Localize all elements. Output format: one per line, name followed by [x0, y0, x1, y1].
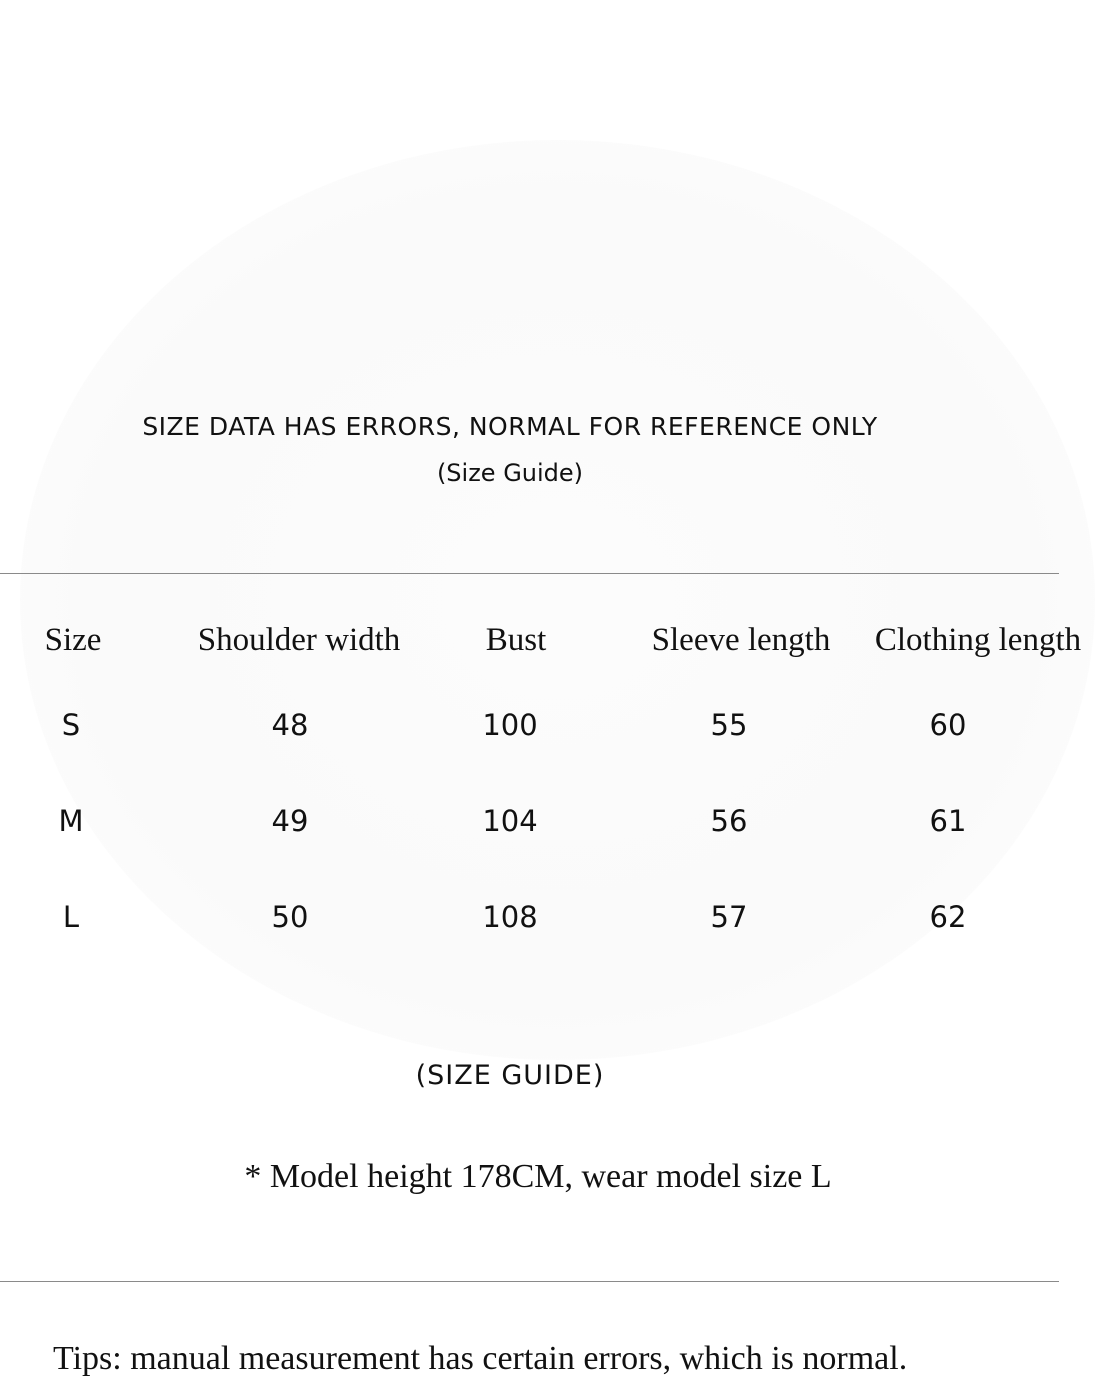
size-label: L — [62, 900, 80, 934]
header-shoulder-width: Shoulder width — [197, 622, 401, 658]
size-guide-label: (SIZE GUIDE) — [415, 1060, 605, 1091]
shoulder-width-value: 48 — [271, 708, 309, 742]
model-note: * Model height 178CM, wear model size L — [244, 1158, 832, 1195]
bust-value: 100 — [482, 708, 538, 742]
sleeve-length-value: 57 — [710, 900, 748, 934]
size-label: S — [61, 708, 81, 742]
shoulder-width-value: 50 — [271, 900, 309, 934]
header-sleeve-length: Sleeve length — [651, 622, 831, 658]
bust-value: 108 — [482, 900, 538, 934]
shoulder-width-value: 49 — [271, 804, 309, 838]
sleeve-length-value: 55 — [710, 708, 748, 742]
bust-value: 104 — [482, 804, 538, 838]
header-size: Size — [44, 622, 102, 658]
bottom-divider — [0, 1281, 1059, 1282]
clothing-length-value: 60 — [929, 708, 967, 742]
size-label: M — [58, 804, 84, 838]
size-guide-subtitle: (Size Guide) — [436, 459, 584, 487]
header-bust: Bust — [485, 622, 547, 658]
sleeve-length-value: 56 — [710, 804, 748, 838]
header-clothing-length: Clothing length — [874, 622, 1082, 658]
tips-text: Tips: manual measurement has certain errors, which is normal. — [53, 1340, 908, 1377]
top-divider — [0, 573, 1059, 574]
clothing-length-value: 62 — [929, 900, 967, 934]
size-notice: SIZE DATA HAS ERRORS, NORMAL FOR REFERENCE ONLY — [142, 412, 878, 441]
clothing-length-value: 61 — [929, 804, 967, 838]
